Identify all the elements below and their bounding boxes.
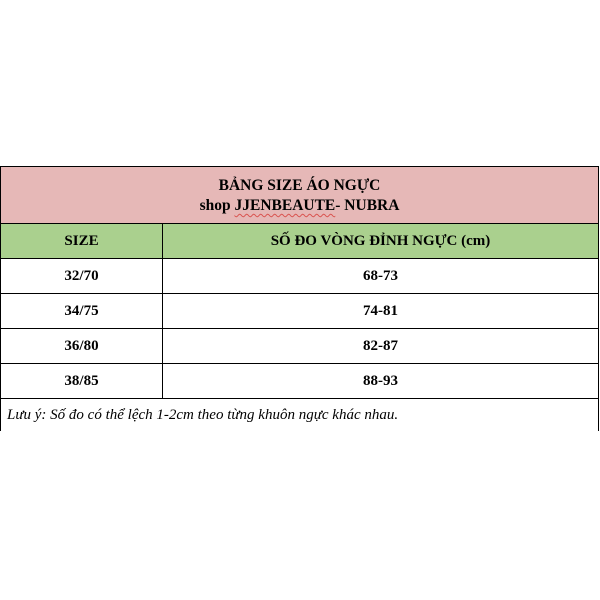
header-measure: SỐ ĐO VÒNG ĐỈNH NGỰC (cm) (270, 232, 491, 249)
size-cell: 32/70 (1, 259, 163, 293)
table-row (0, 329, 599, 364)
measure-cell: 88-93 (363, 372, 398, 389)
size-chart-table (0, 166, 599, 431)
table-note: Lưu ý: Số đo có thể lệch 1-2cm theo từng khuôn ngực khác nhau. (0, 399, 599, 431)
size-cell: 36/80 (1, 329, 163, 363)
measure-cell: 68-73 (363, 267, 398, 284)
table-row (0, 294, 599, 329)
measure-cell: 82-87 (363, 337, 398, 354)
subtitle-prefix: shop (199, 197, 235, 214)
size-cell: 38/85 (1, 364, 163, 398)
table-row (0, 364, 599, 399)
measure-cell: 74-81 (363, 302, 398, 319)
header-size: SIZE (1, 224, 163, 258)
table-title: BẢNG SIZE ÁO NGỰC (218, 177, 381, 194)
shop-name: JJENBEAUTE (234, 197, 336, 214)
table-row (0, 259, 599, 294)
table-title-block (0, 166, 599, 224)
table-header-row (0, 224, 599, 259)
table-subtitle (1, 196, 598, 216)
size-cell: 34/75 (1, 294, 163, 328)
subtitle-suffix: - NUBRA (335, 197, 400, 214)
